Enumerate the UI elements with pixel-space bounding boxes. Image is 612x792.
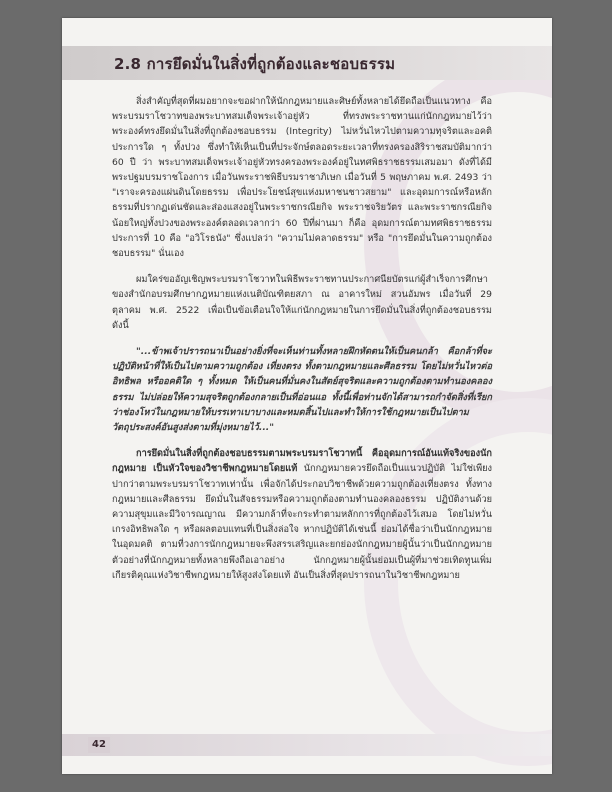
closing-rest: นักกฎหมายควรยึดถือเป็นแนวปฏิบัติ ไม่ใช่เพียงปากว่าตามพระบรมราโชวาทเท่านั้น เพื่อจักได้ประกอบวิชาชีพด้วยความถูกต้องเที่ยงตรง ทั้งทางกฎหมายและศีลธรรม ยึดมั่นในสัจธรรมหรือความถูกต้องตามทำนองคลองธรรม ปฏิบัติงานด้วยความสุขุมและมีวิจารณญาณ มีความกล้าที่จะกระทำตามหลักการที่ถูกต้องไว้เสมอ โดยไม่หวั่นเกรงอิทธิพลใด ๆ หรือผลตอบแทนที่เป็นสิ่งล่อใจ หากปฏิบัติได้เช่นนี้ ย่อมได้ชื่อว่าเป็นนักกฎหมายในอุดมคติ ตามที่วงการนักกฎหมายจะพึงสรรเสริญและยกย่องนักกฎหมายผู้นั้นว่าเป็นนักกฎหมายตัวอย่างที่นักกฎหมายทั้งหลายพึงถือเอาอย่าง นักกฎหมายผู้นั้นย่อมเป็นผู้ที่มาช่วยเทิดทูนเพิ่มเกียรติคุณแห่งวิชาชีพกฎหมายให้สูงส่งโดยแท้ อันเป็นสิ่งที่สุดปรารถนาในวิชาชีพกฎหมาย (112, 463, 493, 581)
section-title: 2.8 การยึดมั่นในสิ่งที่ถูกต้องและชอบธรรม (114, 55, 396, 73)
page-number: 42 (88, 737, 110, 753)
document-page (62, 18, 552, 774)
royal-speech-quote: "...ข้าพเจ้าปรารถนาเป็นอย่างยิ่งที่จะเห็นท่านทั้งหลายฝึกหัดตนให้เป็นคนกล้า คือกล้าที่จะปฏิบัติหน้าที่ให้เป็นไปตามความถูกต้อง เที่ยงตรง ทั้งตามกฎหมายและศีลธรรม โดยไม่หวั่นไหวต่ออิทธิพล หรืออคติใด ๆ ทั้งหมด ให้เป็นคนที่มั่นคงในสัตย์สุจริตและความถูกต้องตามทำนองคลองธรรม ไม่ปล่อยให้ความสุจริตถูกต้องกลายเป็นที่อ่อนแอ ทั้งนี้เพื่อท่านจักได้สามารถกำจัดสิ่งที่เรียกว่าช่องโหว่ในกฎหมายให้บรรเทาเบาบางและหมดสิ้นไปและทำให้การใช้กฎหมายเป็นไปตามวัตถุประสงค์อันสูงส่งตามที่มุ่งหมายไว้..." (112, 346, 492, 434)
paragraph: สิ่งสำคัญที่สุดที่ผมอยากจะขอฝากให้นักกฎหมายและศิษย์ทั้งหลายได้ยึดถือเป็นแนวทาง คือ พระบรมราโชวาทของพระบาทสมเด็จพระเจ้าอยู่หัว ที่ทรงพระราชทานแก่นักกฎหมายไว้ว่า พระองค์ทรงยึดมั่นในสิ่งที่ถูกต้องชอบธรรม (Integrity) ไม่หวั่นไหวไปตามความทุจริตและอคติประการใด ๆ ทั้งปวง ซึ่งทำให้เห็นเป็นที่ประจักษ์ตลอดระยะเวลาที่ทรงครองสิริราชสมบัติมากว่า 60 ปี ว่า พระบาทสมเด็จพระเจ้าอยู่หัวทรงครองพระองค์อยู่ในทศพิธราชธรรมเสมอมา ดังที่ได้มีพระปฐมบรมราชโองการ เมื่อวันพระราชพิธีบรมราชาภิเษก เมื่อวันที่ 5 พฤษภาคม พ.ศ. 2493 ว่า "เราจะครองแผ่นดินโดยธรรม เพื่อประโยชน์สุขแห่งมหาชนชาวสยาม" และอุดมการณ์หรือหลักธรรมที่ปรากฏเด่นชัดและส่องแสงอยู่ในพระราชกรณียกิจ พระราชจริยวัตร และพระราชกรณียกิจน้อยใหญ่ทั้งปวงของพระองค์ตลอดเวลากว่า 60 ปีที่ผ่านมา ก็คือ อุดมการณ์ตามทศพิธราชธรรมประการที่ 10 คือ "อวิโรธนัง" ซึ่งแปลว่า "ความไม่คลาดธรรม" หรือ "การยึดมั่นในความถูกต้องชอบธรรม" นั่นเอง (112, 96, 492, 260)
body-text (112, 94, 492, 594)
closing-paragraph (112, 446, 492, 583)
paragraph: ผมใคร่ขออัญเชิญพระบรมราโชวาทในพิธีพระราชทานประกาศนียบัตรแก่ผู้สำเร็จการศึกษาของสำนักอบรมศึกษากฎหมายแห่งเนติบัณฑิตยสภา ณ อาคารใหม่ สวนอัมพร เมื่อวันที่ 29 ตุลาคม พ.ศ. 2522 เพื่อเป็นข้อเตือนใจให้แก่นักกฎหมายในการยึดมั่นในสิ่งที่ถูกต้องชอบธรรม ดังนี้ (112, 274, 492, 331)
closing-lead: การยึดมั่นในสิ่งที่ถูกต้องชอบธรรมตามพระบรมราโชวาทนี้ คืออุดมการณ์อันแท้จริงของนักกฎหมาย เป็นหัวใจของวิชาชีพกฎหมายโดยแท้ (112, 448, 492, 475)
footer-strip (62, 734, 552, 756)
